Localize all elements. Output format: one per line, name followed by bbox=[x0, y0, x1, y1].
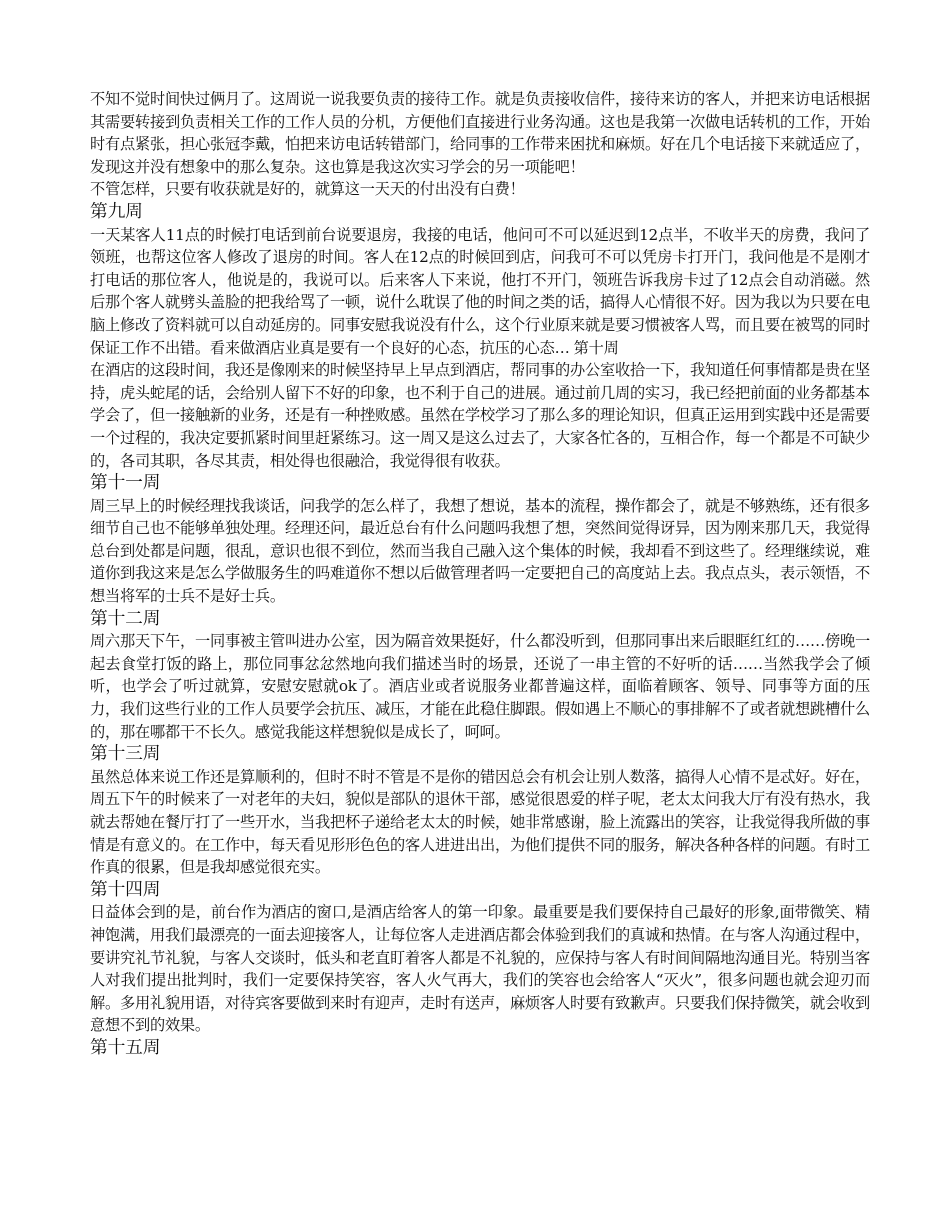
week-13-heading: 第十三周 bbox=[90, 743, 161, 765]
intro-paragraph: 不知不觉时间快过俩月了。这周说一说我要负责的接待工作。就是负责接收信件，接待来访的客人，并把来访电话根据其需要转接到负责相关工作的工作人员的分机，方便他们直接进行业务沟通。这也是我第一次做电话转机的工作，开始时有点紧张，担心张冠李戴，怕把来访电话转错部门，给同事的工作带来困扰和麻烦。好在几个电话接下来就适应了，发现这并没有想象中的那么复杂。这也算是我这次实习学会的另一项能吧！ bbox=[90, 90, 870, 176]
week-11-paragraph: 周三早上的时候经理找我谈话，问我学的怎么样了，我想了想说，基本的流程，操作都会了，就是不够熟练，还有很多细节自己也不能够单独处理。经理还问，最近总台有什么问题吗我想了想，突然间觉得讶异，因为刚来那几天，我觉得总台到处都是问题，很乱，意识也很不到位，然而当我自己融入这个集体的时候，我却看不到这些了。经理继续说，难道你到我这来是怎么学做服务生的吗难道你不想以后做管理者吗一定要把自己的高度站上去。我点点头，表示领悟，不想当将军的士兵不是好士兵。 bbox=[90, 496, 870, 606]
week-14-heading: 第十四周 bbox=[90, 878, 161, 900]
week-12-paragraph: 周六那天下午，一同事被主管叫进办公室，因为隔音效果挺好，什么都没听到，但那同事出来后眼眶红红的……傍晚一起去食堂打饭的路上，那位同事忿忿然地向我们描述当时的场景，还说了一串主管的不好听的话……当然我学会了倾听，也学会了听过就算，安慰安慰就ok了。酒店业或者说服务业都普遍这样，面临着顾客、领导、同事等方面的压力，我们这些行业的工作人员要学会抗压、减压，才能在此稳住脚跟。假如遇上不顺心的事排解不了或者就想跳槽什么的，那在哪都干不长久。感觉我能这样想貌似是成长了，呵呵。 bbox=[90, 632, 870, 741]
week-11-heading: 第十一周 bbox=[90, 472, 161, 494]
week-10-heading: 第十周 bbox=[573, 338, 619, 357]
intro-paragraph-2: 不管怎样，只要有收获就是好的，就算这一天天的付出没有白费！ bbox=[90, 180, 525, 199]
week-12-heading: 第十二周 bbox=[90, 607, 161, 629]
week-9-paragraph bbox=[90, 224, 870, 360]
week-9-heading: 第九周 bbox=[90, 200, 143, 222]
week-13-paragraph: 虽然总体来说工作还是算顺利的，但时不时不管是不是你的错因总会有机会让别人数落，搞得人心情不是忒好。好在，周五下午的时候来了一对老年的夫妇，貌似是部队的退休干部，感觉很恩爱的样子呢，老太太问我大厅有没有热水，我就去帮她在餐厅打了一些开水，当我把杯子递给老太太的时候，她非常感谢，脸上流露出的笑容，让我觉得我所做的事情是有意义的。在工作中，每天看见形形色色的客人进进出出，为他们提供不同的服务，解决各种各样的问题。有时工作真的很累，但是我却感觉很充实。 bbox=[90, 767, 870, 877]
week-10-paragraph: 在酒店的这段时间，我还是像刚来的时候坚持早上早点到酒店，帮同事的办公室收拾一下，我知道任何事情都是贵在坚持，虎头蛇尾的话，会给别人留下不好的印象，也不利于自己的进展。通过前几周的实习，我已经把前面的业务都基本学会了，但一接触新的业务，还是有一种挫败感。虽然在学校学习了那么多的理论知识，但真正运用到实践中还是需要一个过程的，我决定要抓紧时间里赶紧练习。这一周又是这么过去了，大家各忙各的，互相合作，每一个都是不可缺少的，各司其职，各尽其责，相处得也很融洽，我觉得很有收获。 bbox=[90, 361, 870, 470]
week-15-heading: 第十五周 bbox=[90, 1036, 161, 1058]
document-body bbox=[90, 88, 870, 1060]
week-14-paragraph: 日益体会到的是，前台作为酒店的窗口,是酒店给客人的第一印象。最重要是我们要保持自己最好的形象,面带微笑、精神饱满，用我们最漂亮的一面去迎接客人，让每位客人走进酒店都会体验到我们的真诚和热情。在与客人沟通过程中，要讲究礼节礼貌，与客人交谈时，低头和老直盯着客人都是不礼貌的，应保持与客人有时间间隔地沟通目光。特别当客人对我们提出批判时，我们一定要保持笑容，客人火气再大，我们的笑容也会给客人“灭火”，很多问题也就会迎刃而解。多用礼貌用语，对待宾客要做到来时有迎声，走时有送声，麻烦客人时要有致歉声。只要我们保持微笑，就会收到意想不到的效果。 bbox=[90, 903, 870, 1035]
week-9-text: 一天某客人11点的时候打电话到前台说要退房，我接的电话，他问可不可以延迟到12点半，不收半天的房费，我问了领班，也帮这位客人修改了退房的时间。客人在12点的时候回到店，问我可不可以凭房卡打开门，我问他是不是刚才打电话的那位客人，他说是的，我说可以。后来客人下来说，他打不开门，领班告诉我房卡过了12点会自动消磁。然后那个客人就劈头盖脸的把我给骂了一顿，说什么耽误了他的时间之类的话，搞得人心情很不好。因为我以为只要在电脑上修改了资料就可以自动延房的。同事安慰我说没有什么，这个行业原来就是要习惯被客人骂，而且要在被骂的同时保证工作不出错。看来做酒店业真是要有一个良好的心态，抗压的心态… bbox=[90, 225, 870, 357]
